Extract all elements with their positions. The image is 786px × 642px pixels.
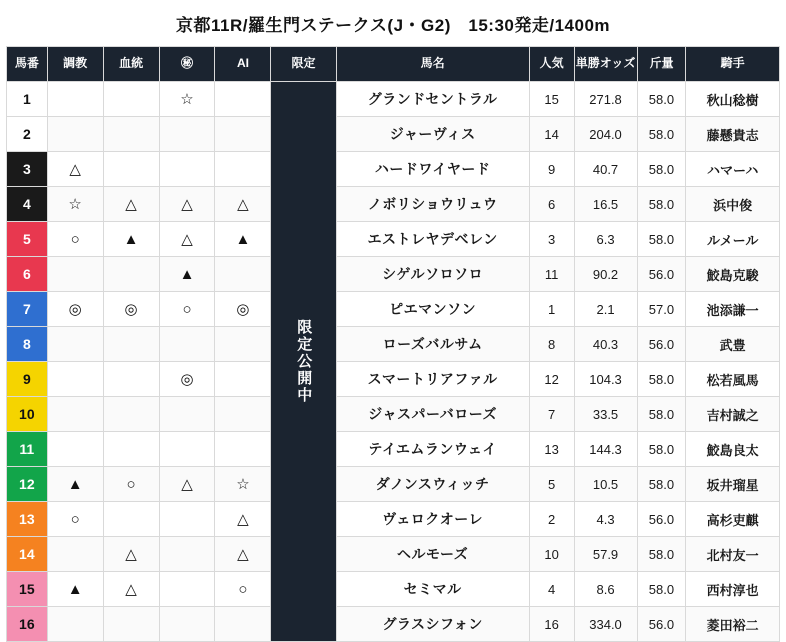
maru-mark-cell: △ (159, 222, 215, 257)
horse-number-cell: 2 (7, 117, 48, 152)
win-odds-cell: 6.3 (574, 222, 637, 257)
win-odds-cell: 8.6 (574, 572, 637, 607)
win-odds-cell: 204.0 (574, 117, 637, 152)
horse-name-cell[interactable]: セミマル (336, 572, 529, 607)
ai-mark-cell (215, 152, 271, 187)
maru-mark-cell (159, 327, 215, 362)
chokyo-mark-cell: ▲ (47, 467, 103, 502)
jockey-cell[interactable]: ルメール (686, 222, 780, 257)
popularity-cell: 12 (529, 362, 574, 397)
weight-cell: 56.0 (637, 257, 686, 292)
ketto-mark-cell (103, 82, 159, 117)
table-row[interactable] (7, 467, 780, 502)
gentei-locked-overlay[interactable] (271, 82, 336, 642)
table-row[interactable] (7, 152, 780, 187)
ai-mark-cell (215, 117, 271, 152)
horse-name-cell[interactable]: ダノンスウィッチ (336, 467, 529, 502)
ai-mark-cell: ○ (215, 572, 271, 607)
horse-number-cell: 15 (7, 572, 48, 607)
horse-name-cell[interactable]: グラスシフォン (336, 607, 529, 642)
column-header-ketto[interactable]: 血統 (103, 47, 159, 82)
horse-name-cell[interactable]: スマートリアファル (336, 362, 529, 397)
table-row[interactable] (7, 222, 780, 257)
ai-mark-cell: △ (215, 537, 271, 572)
popularity-cell: 8 (529, 327, 574, 362)
column-header-kinryo[interactable]: 斤量 (637, 47, 686, 82)
jockey-cell[interactable]: 武豊 (686, 327, 780, 362)
horse-number-cell: 7 (7, 292, 48, 327)
column-header-bamei[interactable]: 馬名 (336, 47, 529, 82)
chokyo-mark-cell (47, 537, 103, 572)
win-odds-cell: 40.7 (574, 152, 637, 187)
chokyo-mark-cell (47, 432, 103, 467)
jockey-cell[interactable]: 鮫島良太 (686, 432, 780, 467)
chokyo-mark-cell (47, 327, 103, 362)
horse-number-cell: 5 (7, 222, 48, 257)
chokyo-mark-cell: ▲ (47, 572, 103, 607)
maru-mark-cell: ○ (159, 292, 215, 327)
jockey-cell[interactable]: 浜中俊 (686, 187, 780, 222)
horse-number-cell: 9 (7, 362, 48, 397)
table-row[interactable] (7, 257, 780, 292)
win-odds-cell: 90.2 (574, 257, 637, 292)
horse-name-cell[interactable]: ヘルモーズ (336, 537, 529, 572)
win-odds-cell: 334.0 (574, 607, 637, 642)
header-row (7, 47, 780, 82)
jockey-cell[interactable]: ハマーハ (686, 152, 780, 187)
jockey-cell[interactable]: 北村友一 (686, 537, 780, 572)
table-row[interactable] (7, 607, 780, 642)
table-body (7, 82, 780, 642)
maru-mark-cell: ☆ (159, 82, 215, 117)
table-row[interactable] (7, 117, 780, 152)
ketto-mark-cell: ◎ (103, 292, 159, 327)
horse-number-cell: 4 (7, 187, 48, 222)
ketto-mark-cell: ▲ (103, 222, 159, 257)
ketto-mark-cell (103, 607, 159, 642)
ketto-mark-cell: △ (103, 187, 159, 222)
ai-mark-cell (215, 397, 271, 432)
win-odds-cell: 2.1 (574, 292, 637, 327)
ai-mark-cell (215, 257, 271, 292)
table-row[interactable] (7, 397, 780, 432)
column-header-gentei[interactable]: 限定 (271, 47, 336, 82)
horse-number-cell: 14 (7, 537, 48, 572)
chokyo-mark-cell: △ (47, 152, 103, 187)
ketto-mark-cell: ○ (103, 467, 159, 502)
ketto-mark-cell (103, 152, 159, 187)
win-odds-cell: 33.5 (574, 397, 637, 432)
maru-mark-cell (159, 152, 215, 187)
chokyo-mark-cell (47, 397, 103, 432)
maru-mark-cell (159, 502, 215, 537)
table-row[interactable] (7, 292, 780, 327)
column-header-chokyo[interactable]: 調教 (47, 47, 103, 82)
ai-mark-cell: ◎ (215, 292, 271, 327)
win-odds-cell: 271.8 (574, 82, 637, 117)
column-header-kishu[interactable]: 騎手 (686, 47, 780, 82)
maru-mark-cell: △ (159, 467, 215, 502)
jockey-cell[interactable]: 鮫島克駿 (686, 257, 780, 292)
horse-number-cell: 1 (7, 82, 48, 117)
ai-mark-cell: ▲ (215, 222, 271, 257)
popularity-cell: 6 (529, 187, 574, 222)
popularity-cell: 4 (529, 572, 574, 607)
jockey-cell[interactable]: 藤懸貴志 (686, 117, 780, 152)
horse-number-cell: 12 (7, 467, 48, 502)
popularity-cell: 9 (529, 152, 574, 187)
column-header-ai[interactable]: AI (215, 47, 271, 82)
table-row[interactable] (7, 432, 780, 467)
popularity-cell: 10 (529, 537, 574, 572)
jockey-cell[interactable]: 高杉吏麒 (686, 502, 780, 537)
horse-name-cell[interactable]: ヴェロクオーレ (336, 502, 529, 537)
weight-cell: 58.0 (637, 117, 686, 152)
table-row[interactable] (7, 187, 780, 222)
maru-mark-cell (159, 397, 215, 432)
ai-mark-cell (215, 607, 271, 642)
ketto-mark-cell (103, 257, 159, 292)
ketto-mark-cell: △ (103, 572, 159, 607)
horse-name-cell[interactable]: ハードワイヤード (336, 152, 529, 187)
weight-cell: 56.0 (637, 607, 686, 642)
jockey-cell[interactable]: 菱田裕二 (686, 607, 780, 642)
weight-cell: 58.0 (637, 467, 686, 502)
horse-name-cell[interactable]: シゲルソロソロ (336, 257, 529, 292)
horse-name-cell[interactable]: ジャーヴィス (336, 117, 529, 152)
weight-cell: 58.0 (637, 82, 686, 117)
ketto-mark-cell (103, 117, 159, 152)
jockey-cell[interactable]: 秋山稔樹 (686, 82, 780, 117)
jockey-cell[interactable]: 池添謙一 (686, 292, 780, 327)
maru-mark-cell (159, 537, 215, 572)
maru-mark-cell (159, 607, 215, 642)
table-header (7, 47, 780, 82)
column-header-odds[interactable]: 単勝オッズ (574, 47, 637, 82)
table-row[interactable] (7, 362, 780, 397)
jockey-cell[interactable]: 坂井瑠星 (686, 467, 780, 502)
jockey-cell[interactable]: 松若風馬 (686, 362, 780, 397)
horse-number-cell: 11 (7, 432, 48, 467)
popularity-cell: 14 (529, 117, 574, 152)
race-table-wrap (0, 46, 786, 642)
maru-mark-cell: △ (159, 187, 215, 222)
weight-cell: 57.0 (637, 292, 686, 327)
weight-cell: 58.0 (637, 397, 686, 432)
horse-name-cell[interactable]: ローズバルサム (336, 327, 529, 362)
horse-name-cell[interactable]: テイエムランウェイ (336, 432, 529, 467)
table-row[interactable] (7, 572, 780, 607)
table-row[interactable] (7, 327, 780, 362)
column-header-ninki[interactable]: 人気 (529, 47, 574, 82)
weight-cell: 58.0 (637, 572, 686, 607)
popularity-cell: 2 (529, 502, 574, 537)
horse-number-cell: 3 (7, 152, 48, 187)
ai-mark-cell (215, 82, 271, 117)
ketto-mark-cell (103, 397, 159, 432)
horse-number-cell: 8 (7, 327, 48, 362)
horse-number-cell: 10 (7, 397, 48, 432)
horse-name-cell[interactable]: ジャスパーバローズ (336, 397, 529, 432)
ai-mark-cell (215, 362, 271, 397)
table-row[interactable] (7, 82, 780, 117)
horse-name-cell[interactable]: グランドセントラル (336, 82, 529, 117)
ketto-mark-cell (103, 327, 159, 362)
win-odds-cell: 16.5 (574, 187, 637, 222)
win-odds-cell: 4.3 (574, 502, 637, 537)
popularity-cell: 16 (529, 607, 574, 642)
maru-mark-cell: ◎ (159, 362, 215, 397)
win-odds-cell: 57.9 (574, 537, 637, 572)
win-odds-cell: 10.5 (574, 467, 637, 502)
gentei-locked-label: 限定公開中 (295, 319, 313, 404)
page-title-text: 京都11R/羅生門ステークス(J・G2) 15:30発走/1400m (175, 15, 611, 35)
popularity-cell: 7 (529, 397, 574, 432)
table-row[interactable] (7, 537, 780, 572)
horse-number-cell: 13 (7, 502, 48, 537)
weight-cell: 58.0 (637, 152, 686, 187)
chokyo-mark-cell (47, 117, 103, 152)
ketto-mark-cell (103, 432, 159, 467)
popularity-cell: 5 (529, 467, 574, 502)
page-title (0, 0, 786, 46)
horse-number-cell: 16 (7, 607, 48, 642)
horse-number-cell: 6 (7, 257, 48, 292)
maru-mark-cell (159, 117, 215, 152)
ai-mark-cell (215, 327, 271, 362)
ai-mark-cell: △ (215, 187, 271, 222)
popularity-cell: 13 (529, 432, 574, 467)
ketto-mark-cell (103, 502, 159, 537)
race-table (6, 46, 780, 642)
popularity-cell: 11 (529, 257, 574, 292)
popularity-cell: 3 (529, 222, 574, 257)
maru-mark-cell (159, 572, 215, 607)
popularity-cell: 1 (529, 292, 574, 327)
weight-cell: 56.0 (637, 327, 686, 362)
chokyo-mark-cell: ○ (47, 502, 103, 537)
win-odds-cell: 144.3 (574, 432, 637, 467)
chokyo-mark-cell: ☆ (47, 187, 103, 222)
chokyo-mark-cell: ◎ (47, 292, 103, 327)
maru-mark-cell (159, 432, 215, 467)
jockey-cell[interactable]: 西村淳也 (686, 572, 780, 607)
weight-cell: 56.0 (637, 502, 686, 537)
weight-cell: 58.0 (637, 432, 686, 467)
column-header-num[interactable]: 馬番 (7, 47, 48, 82)
ai-mark-cell (215, 432, 271, 467)
ketto-mark-cell: △ (103, 537, 159, 572)
chokyo-mark-cell (47, 607, 103, 642)
popularity-cell: 15 (529, 82, 574, 117)
chokyo-mark-cell (47, 362, 103, 397)
chokyo-mark-cell: ○ (47, 222, 103, 257)
weight-cell: 58.0 (637, 187, 686, 222)
horse-name-cell[interactable]: エストレヤデベレン (336, 222, 529, 257)
weight-cell: 58.0 (637, 537, 686, 572)
horse-name-cell[interactable]: ピエマンソン (336, 292, 529, 327)
column-header-maru[interactable]: ㊙ (159, 47, 215, 82)
chokyo-mark-cell (47, 257, 103, 292)
ketto-mark-cell (103, 362, 159, 397)
win-odds-cell: 104.3 (574, 362, 637, 397)
weight-cell: 58.0 (637, 362, 686, 397)
table-row[interactable] (7, 502, 780, 537)
jockey-cell[interactable]: 吉村誠之 (686, 397, 780, 432)
weight-cell: 58.0 (637, 222, 686, 257)
win-odds-cell: 40.3 (574, 327, 637, 362)
maru-mark-cell: ▲ (159, 257, 215, 292)
ai-mark-cell: △ (215, 502, 271, 537)
ai-mark-cell: ☆ (215, 467, 271, 502)
horse-name-cell[interactable]: ノボリショウリュウ (336, 187, 529, 222)
chokyo-mark-cell (47, 82, 103, 117)
